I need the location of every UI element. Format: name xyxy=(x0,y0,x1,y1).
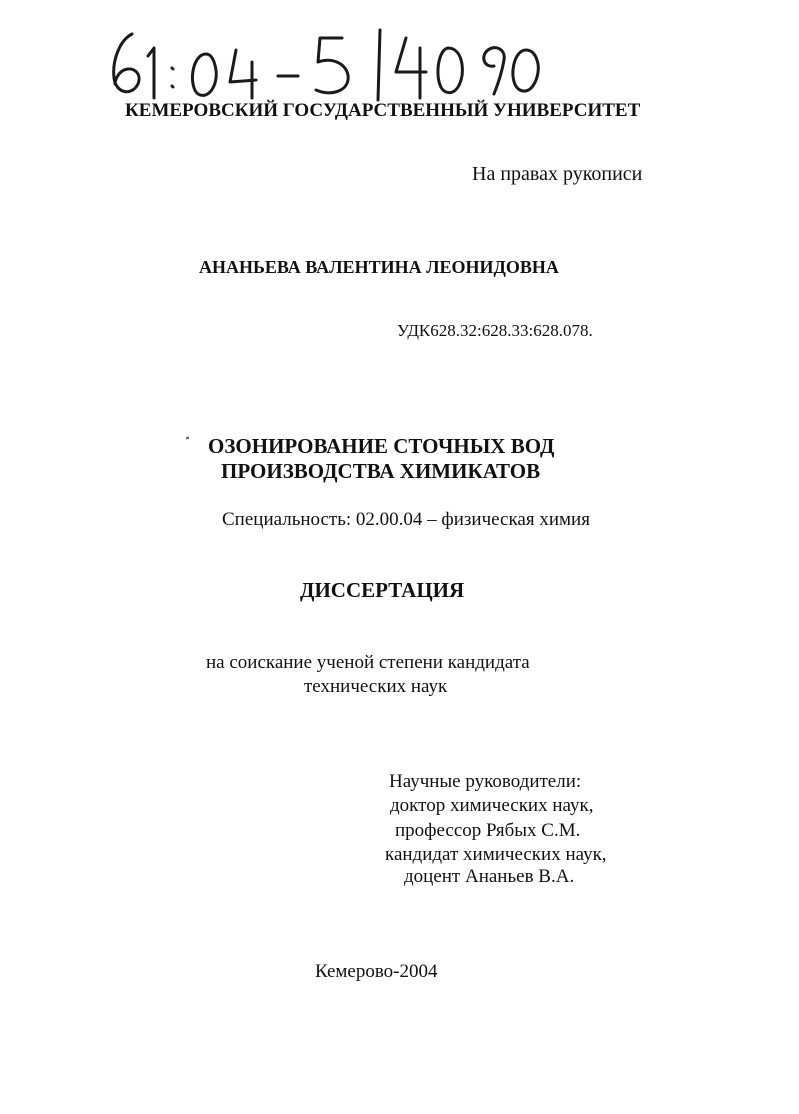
supervisor-line: доктор химических наук, xyxy=(390,795,594,816)
city-and-year: Кемерово-2004 xyxy=(315,961,438,982)
dissertation-title-line-1: ОЗОНИРОВАНИЕ СТОЧНЫХ ВОД xyxy=(208,434,555,458)
supervisors-heading: Научные руководители: xyxy=(389,771,582,792)
author-name: АНАНЬЕВА ВАЛЕНТИНА ЛЕОНИДОВНА xyxy=(199,257,559,277)
supervisor-line: доцент Ананьев В.А. xyxy=(404,866,575,887)
degree-line-1: на соискание ученой степени кандидата xyxy=(206,652,530,673)
supervisor-line: профессор Рябых С.М. xyxy=(395,820,581,841)
handwritten-archive-number xyxy=(102,26,542,104)
manuscript-rights-note: На правах рукописи xyxy=(472,163,643,185)
handwritten-number-drawing xyxy=(102,26,542,104)
university-name: КЕМЕРОВСКИЙ ГОСУДАРСТВЕННЫЙ УНИВЕРСИТЕТ xyxy=(125,100,641,121)
udc-code: УДК628.32:628.33:628.078. xyxy=(397,321,593,340)
supervisor-line: кандидат химических наук, xyxy=(385,844,607,865)
document-type-heading: ДИССЕРТАЦИЯ xyxy=(300,578,465,602)
dissertation-title-line-2: ПРОИЗВОДСТВА ХИМИКАТОВ xyxy=(221,459,541,483)
degree-line-2: технических наук xyxy=(304,676,448,697)
scan-speck xyxy=(186,436,190,439)
specialty-line: Специальность: 02.00.04 – физическая химия xyxy=(222,509,590,530)
